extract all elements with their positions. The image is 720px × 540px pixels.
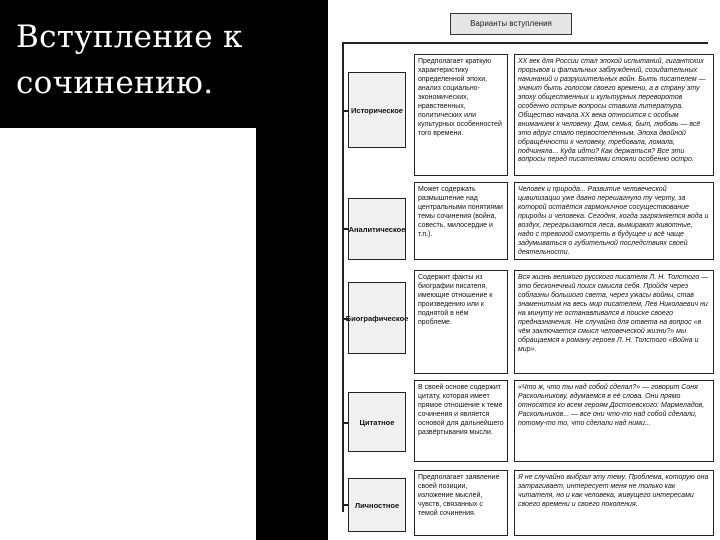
introduction-variants-diagram [328, 0, 720, 540]
type-box-analytical: Аналитическое [348, 198, 406, 260]
dark-background-strip [256, 0, 328, 540]
description-box-analytical: Может содержать размышление над центральными понятиями темы сочинения (война, совесть, милосердие и т.п.). [414, 182, 508, 260]
example-box-historical: XX век для России стал эпохой испытаний, гигантских прорывов и фатальных заблуждений, созидательных начинаний и разрушительных войн. Быть писателем — значит быть голосом своего времени, а в страну эту эпоху общественных и культурных переворотов особенно острые вопросы ставила литература. Общество начала XX века относится с особым вниманием к человеку. Дом, семья, быт, любовь — всё это вдруг стало первостепенным. Эпоха двойной обращённости к человеку, требовала, ломала, подчиняла... Куда идти? Как держаться? Все эти вопросы перед писателями стояли особенно остро. [514, 54, 714, 176]
description-box-biographical: Содержит факты из биографии писателя, имеющие отношение к произведению или к поднятой в нём проблеме. [414, 270, 508, 374]
type-box-quotation: Цитатное [348, 392, 406, 452]
description-box-personal: Предполагает заявление своей позиции, изложение мыслей, чувств, связанных с темой сочинения. [414, 470, 508, 536]
diagram-spine [342, 42, 344, 512]
type-box-historical: Историческое [348, 72, 406, 148]
type-box-personal: Личностное [348, 478, 406, 532]
example-box-quotation: «Что ж, что ты над собой сделал?» — говорит Соня Раскольникову, вдумаемся в её слова. Они прямо относятся ко всем героям Достоевского: Мармеладов, Раскольников... — все они что-то над собой сделали, потому-то то, что сделали над ними... [514, 380, 714, 462]
example-box-biographical: Вся жизнь великого русского писателя Л. Н. Толстого — это бесконечный поиск смысла себя. Пройдя через соблазны большого света, через ужасы войны, став знаменитым на весь мир писателем, Лев Николаевич ни на минуту не останавливался в поиске своего предназначения. Не случайно для ответа на вопрос «в чём заключается смысл человеческой жизни?» мы обращаемся к роману героев Л. Н. Толстого «Война и мир». [514, 270, 714, 374]
title-panel [0, 0, 256, 128]
description-box-historical: Предполагает краткую характеристику определенной эпохи, анализ социально-экономических, нравственных, политических или культурных особенностей того времени. [414, 54, 508, 176]
description-box-quotation: В своей основе содержит цитату, которая имеет прямое отношение к теме сочинения и является основой для дальнейшего развёртывания мысли. [414, 380, 508, 462]
example-box-analytical: Человек и природа... Развитие человеческой цивилизации уже давно перешагнуло ту черту, за которой остаётся гармоничное сосуществование природы и человека. Сегодня, когда загрязняется вода и воздух, перегрызаются леса, вымирают животные, надо с тревогой смотреть в будущее и всё чаще задумываться о губительной последствиях своей деятельности. [514, 182, 714, 260]
type-box-biographical: Биографическое [348, 282, 406, 354]
diagram-top-connector [342, 42, 708, 44]
diagram-header: Варианты вступления [450, 13, 572, 35]
example-box-personal: Я не случайно выбрал эту тему. Проблема, которую она затрагивает, интересует меня не только как читателя, но и как человека, живущего интересами своего времени и своего поколения. [514, 470, 714, 536]
slide-title: Вступление к сочинению. [16, 19, 243, 101]
